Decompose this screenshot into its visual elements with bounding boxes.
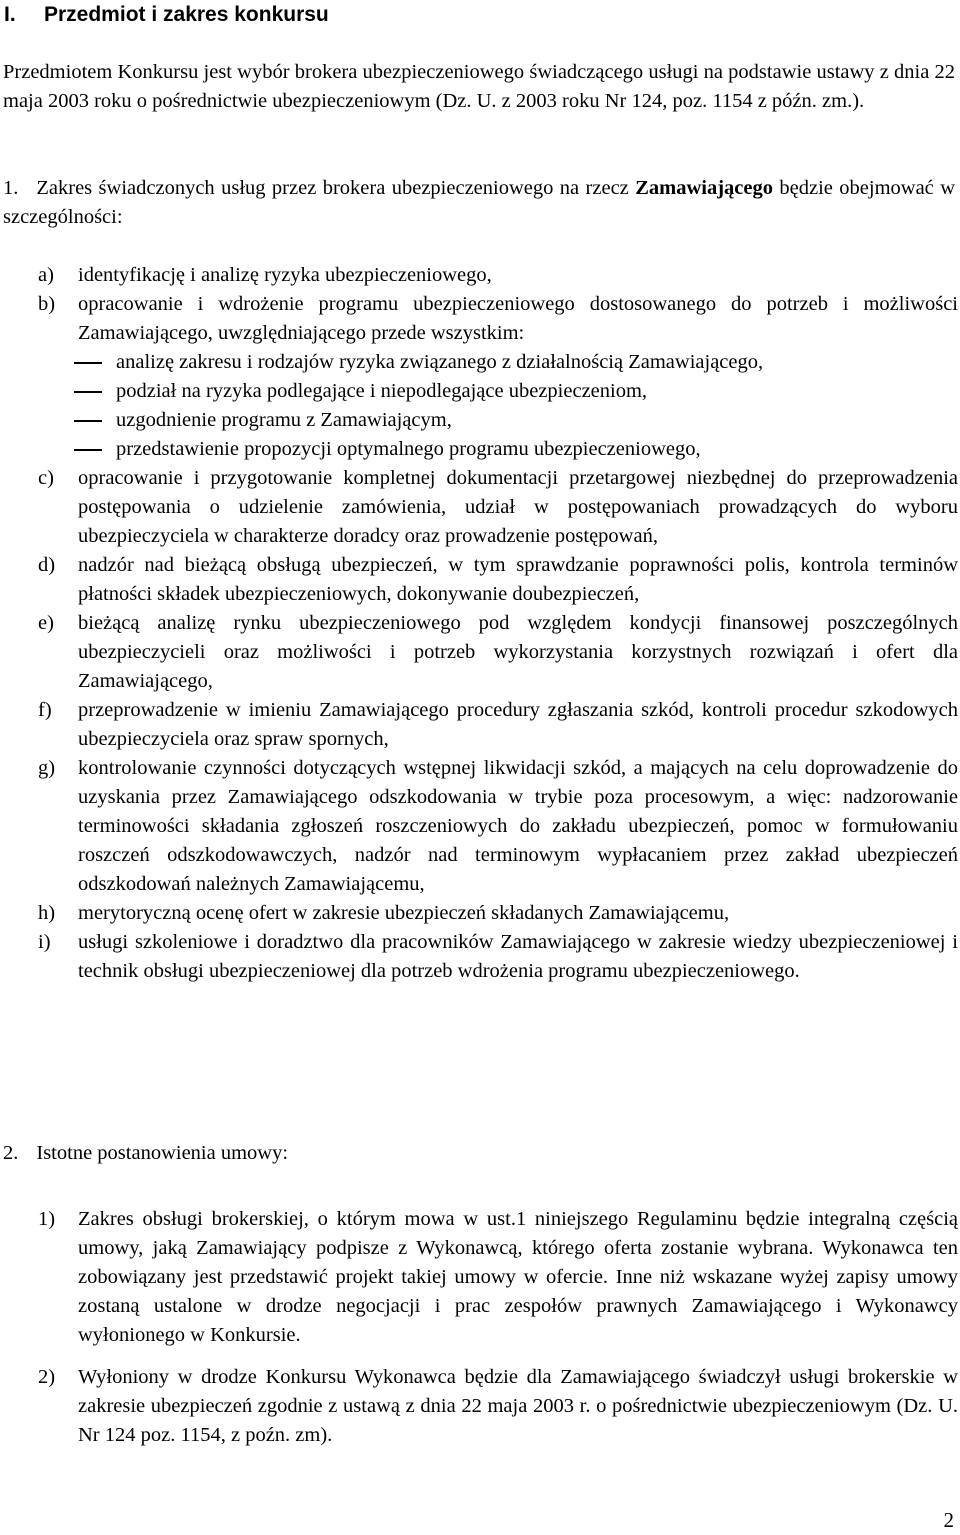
list-item-text: identyfikację i analizę ryzyka ubezpieczeniowego, bbox=[78, 264, 492, 286]
list-item bbox=[0, 464, 958, 551]
heading-number: I. bbox=[4, 3, 16, 26]
dash-bullet bbox=[74, 449, 102, 451]
provisions-list bbox=[0, 1205, 958, 1450]
list-item bbox=[0, 899, 958, 928]
list-item bbox=[0, 609, 958, 696]
dash-bullet bbox=[74, 362, 102, 364]
section-1-text: Zakres świadczonych usług przez brokera ubezpieczeniowego na rzecz bbox=[36, 177, 636, 199]
list-item bbox=[0, 551, 958, 609]
sub-list-item bbox=[0, 377, 958, 406]
heading-title: Przedmiot i zakres konkursu bbox=[44, 3, 329, 26]
section-1-paragraph bbox=[3, 174, 955, 232]
list-item-text: kontrolowanie czynności dotyczących wstępnej likwidacji szkód, a mających na celu doprowadzenie do uzyskania przez Zamawiającego odszkodowania w trybie poza procesowym, a więc: nadzorowanie terminowości składania zgłoszeń roszczeniowych do zakładu ubezpieczeń, pomoc w formułowaniu roszczeń odszkodowawczych, nadzór nad terminowym wypłacaniem przez zakład ubezpieczeń odszkodowań należnych Zamawiającemu, bbox=[78, 757, 958, 895]
intro-paragraph: Przedmiotem Konkursu jest wybór brokera ubezpieczeniowego świadczącego usługi na podstawie ustawy z dnia 22 maja 2003 roku o pośrednictwie ubezpieczeniowym (Dz. U. z 2003 roku Nr 124, poz. 1154 z późn. zm.). bbox=[3, 61, 955, 112]
sub-list-item bbox=[0, 348, 958, 377]
list-marker: i) bbox=[38, 931, 51, 953]
list-item-text: Zakres obsługi brokerskiej, o którym mowa w ust.1 niniejszego Regulaminu będzie integralną częścią umowy, jaką Zamawiający podpisze z Wykonawcą, którego oferta zostanie wybrana. Wykonawca ten zobowiązany jest przedstawić projekt takiej umowy w ofercie. Inne niż wskazane wyżej zapisy umowy zostaną ustalone w drodze negocjacji i prac zespołów prawnych Zamawiającego i Wykonawcy wyłonionego w Konkursie. bbox=[78, 1208, 958, 1346]
list-item-text: opracowanie i przygotowanie kompletnej dokumentacji przetargowej niezbędnej do przeprowadzenia postępowania o udzielenie zamówienia, udział w postępowaniach prowadzących do wyboru ubezpieczyciela w charakterze doradcy oraz prowadzenie postępowań, bbox=[78, 467, 958, 547]
section-1-text-after: będzie obejmować w szczególności: bbox=[3, 177, 955, 228]
list-marker: g) bbox=[38, 757, 56, 779]
list-marker: b) bbox=[38, 293, 56, 315]
dash-bullet bbox=[74, 391, 102, 393]
list-item-text: opracowanie i wdrożenie programu ubezpieczeniowego dostosowanego do potrzeb i możliwości Zamawiającego, uwzględniającego przede wszystkim: bbox=[78, 293, 958, 344]
list-item-text: merytoryczną ocenę ofert w zakresie ubezpieczeń składanych Zamawiającemu, bbox=[78, 902, 730, 924]
list-item-text: przeprowadzenie w imieniu Zamawiającego procedury zgłaszania szkód, kontroli procedur szkodowych ubezpieczyciela oraz spraw spornych, bbox=[78, 699, 958, 750]
list-item-text: bieżącą analizę rynku ubezpieczeniowego pod względem kondycji finansowej poszczególnych ubezpieczycieli oraz możliwości i potrzeb wykorzystania korzystnych rozwiązań i ofert dla Zamawiającego, bbox=[78, 612, 958, 692]
list-item bbox=[0, 928, 958, 986]
section-2-number: 2. bbox=[3, 1142, 19, 1164]
list-marker: d) bbox=[38, 554, 56, 576]
section-1-number: 1. bbox=[3, 177, 19, 199]
scope-list bbox=[0, 261, 958, 986]
list-marker: f) bbox=[38, 699, 52, 721]
list-item-text: nadzór nad bieżącą obsługą ubezpieczeń, w tym sprawdzanie poprawności polis, kontrola terminów płatności składek ubezpieczeniowych, dokonywanie doubezpieczeń, bbox=[78, 554, 958, 605]
section-2-title: Istotne postanowienia umowy: bbox=[36, 1142, 289, 1164]
sub-list-item-text: podział na ryzyka podlegające i niepodlegające ubezpieczeniom, bbox=[116, 380, 648, 402]
list-marker: h) bbox=[38, 902, 56, 924]
sub-list-item bbox=[0, 406, 958, 435]
list-item bbox=[0, 290, 958, 348]
list-marker: 1) bbox=[38, 1208, 56, 1230]
sub-list-item bbox=[0, 435, 958, 464]
list-item bbox=[0, 754, 958, 899]
sub-list-item-text: uzgodnienie programu z Zamawiającym, bbox=[116, 409, 452, 431]
list-marker: c) bbox=[38, 467, 54, 489]
dash-bullet bbox=[74, 420, 102, 422]
sub-list-item-text: analizę zakresu i rodzajów ryzyka związanego z działalnością Zamawiającego, bbox=[116, 351, 764, 373]
section-1-bold: Zamawiającego bbox=[635, 177, 773, 199]
list-marker: 2) bbox=[38, 1366, 56, 1388]
list-item-text: Wyłoniony w drodze Konkursu Wykonawca będzie dla Zamawiającego świadczył usługi brokerskie w zakresie ubezpieczeń zgodnie z ustawą z dnia 22 maja 2003 r. o pośrednictwie ubezpieczeniowym (Dz. U. Nr 124 poz. 1154, z poźn. zm). bbox=[78, 1366, 958, 1446]
page-number: 2 bbox=[943, 1508, 954, 1532]
section-heading bbox=[4, 0, 329, 29]
list-marker: e) bbox=[38, 612, 54, 634]
section-2-heading bbox=[3, 1139, 955, 1168]
list-item-text: usługi szkoleniowe i doradztwo dla pracowników Zamawiającego w zakresie wiedzy ubezpieczeniowej i technik obsługi ubezpieczeniowej dla potrzeb wdrożenia programu ubezpieczeniowego. bbox=[78, 931, 958, 982]
list-item bbox=[0, 1363, 958, 1450]
sub-list-item-text: przedstawienie propozycji optymalnego programu ubezpieczeniowego, bbox=[116, 438, 701, 460]
list-item bbox=[0, 1205, 958, 1350]
list-item bbox=[0, 261, 958, 290]
list-marker: a) bbox=[38, 264, 54, 286]
list-item bbox=[0, 696, 958, 754]
